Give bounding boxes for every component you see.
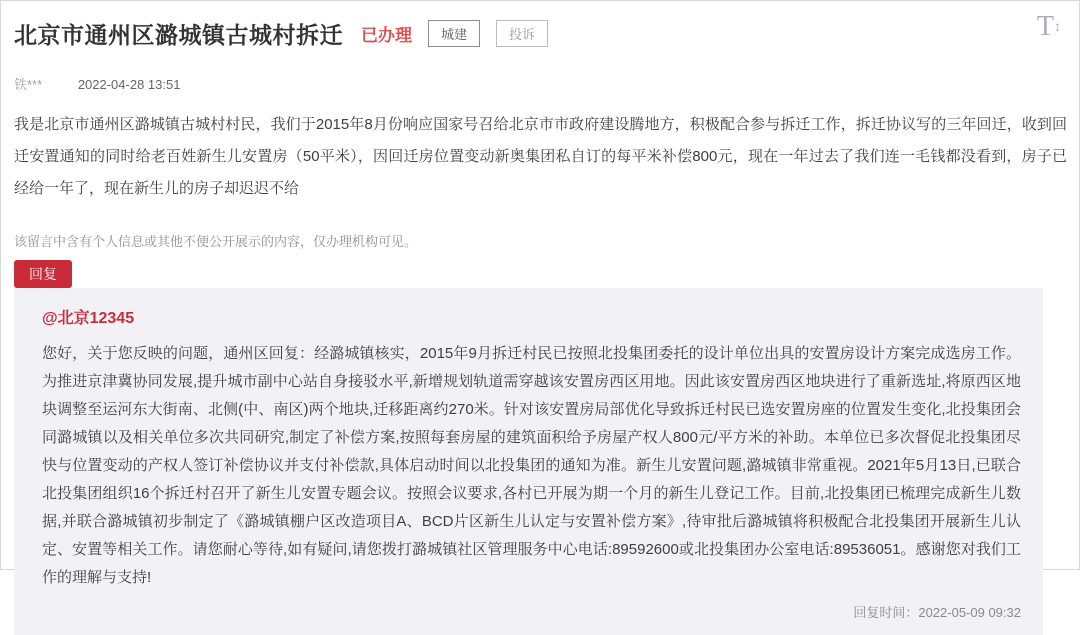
font-size-icon: T — [1036, 11, 1054, 42]
status-badge: 已办理 — [361, 26, 412, 45]
reply-timestamp: 2022-05-09 09:32 — [918, 605, 1021, 620]
tag-category[interactable]: 城建 — [428, 20, 480, 47]
font-size-control[interactable] — [1037, 13, 1061, 41]
post-meta — [14, 74, 1079, 93]
reply-time-row — [42, 602, 1021, 621]
main-content — [1, 1, 1079, 635]
reply-content-text: 您好，关于您反映的问题，通州区回复：经潞城镇核实，2015年9月拆迁村民已按照北投集团委托的设计单位出具的安置房设计方案完成选房工作。为推进京津冀协同发展,提升城市副中心站自身接驳水平,新增规划轨道需穿越该安置房西区用地。因此该安置房西区地块进行了重新选址,将原西区地块调整至运河东大街南、北侧(中、南区)两个地块,迁移距离约270米。针对该安置房局部优化导致拆迁村民已选安置房座的位置发生变化,北投集团会同潞城镇以及相关单位多次共同研究,制定了补偿方案,按照每套房屋的建筑面积给予房屋产权人800元/平方米的补助。本单位已多次督促北投集团尽快与位置变动的产权人签订补偿协议并支付补偿款,具体启动时间以北投集团的通知为准。新生儿安置问题,潞城镇非常重视。2021年5月13日,已联合北投集团组织16个拆迁村召开了新生儿安置专题会议。按照会议要求,各村已开展为期一个月的新生儿登记工作。目前,北投集团已梳理完成新生儿数据,并联合潞城镇初步制定了《潞城镇棚户区改造项目A、BCD片区新生儿认定与安置补偿方案》,待审批后潞城镇将积极配合北投集团开展新生儿认定、安置等相关工作。请您耐心等待,如有疑问,请您拨打潞城镇社区管理服务中心电话:89592600或北投集团办公室电话:89536051。感谢您对我们工作的理解与支持! — [42, 345, 1021, 586]
reply-panel — [14, 288, 1043, 635]
reply-author: @北京12345 — [42, 310, 135, 327]
tag-type[interactable]: 投诉 — [496, 20, 548, 47]
font-size-arrow-icon: ↕ — [1054, 18, 1061, 34]
post-body-text: 我是北京市通州区潞城镇古城村村民，我们于2015年8月份响应国家号召给北京市市政府建设腾地方，积极配合参与拆迁工作，拆迁协议写的三年回迁，收到回迁安置通知的同时给老百姓新生儿安置房（50平米），因回迁房位置变动新奥集团私自订的每平米补偿800元，现在一年过去了我们连一毛钱都没看到，房子已经给一年了，现在新生儿的房子却迟迟不给 — [14, 116, 1067, 197]
privacy-notice: 该留言中含有个人信息或其他不便公开展示的内容，仅办理机构可见。 — [14, 234, 418, 249]
post-header — [14, 17, 1079, 50]
reply-button[interactable]: 回复 — [14, 260, 72, 288]
post-timestamp: 2022-04-28 13:51 — [77, 77, 181, 92]
author-name: 铁*** — [14, 77, 43, 92]
reply-time-label: 回复时间： — [853, 605, 919, 620]
page-title: 北京市通州区潞城镇古城村拆迁 — [14, 22, 343, 48]
